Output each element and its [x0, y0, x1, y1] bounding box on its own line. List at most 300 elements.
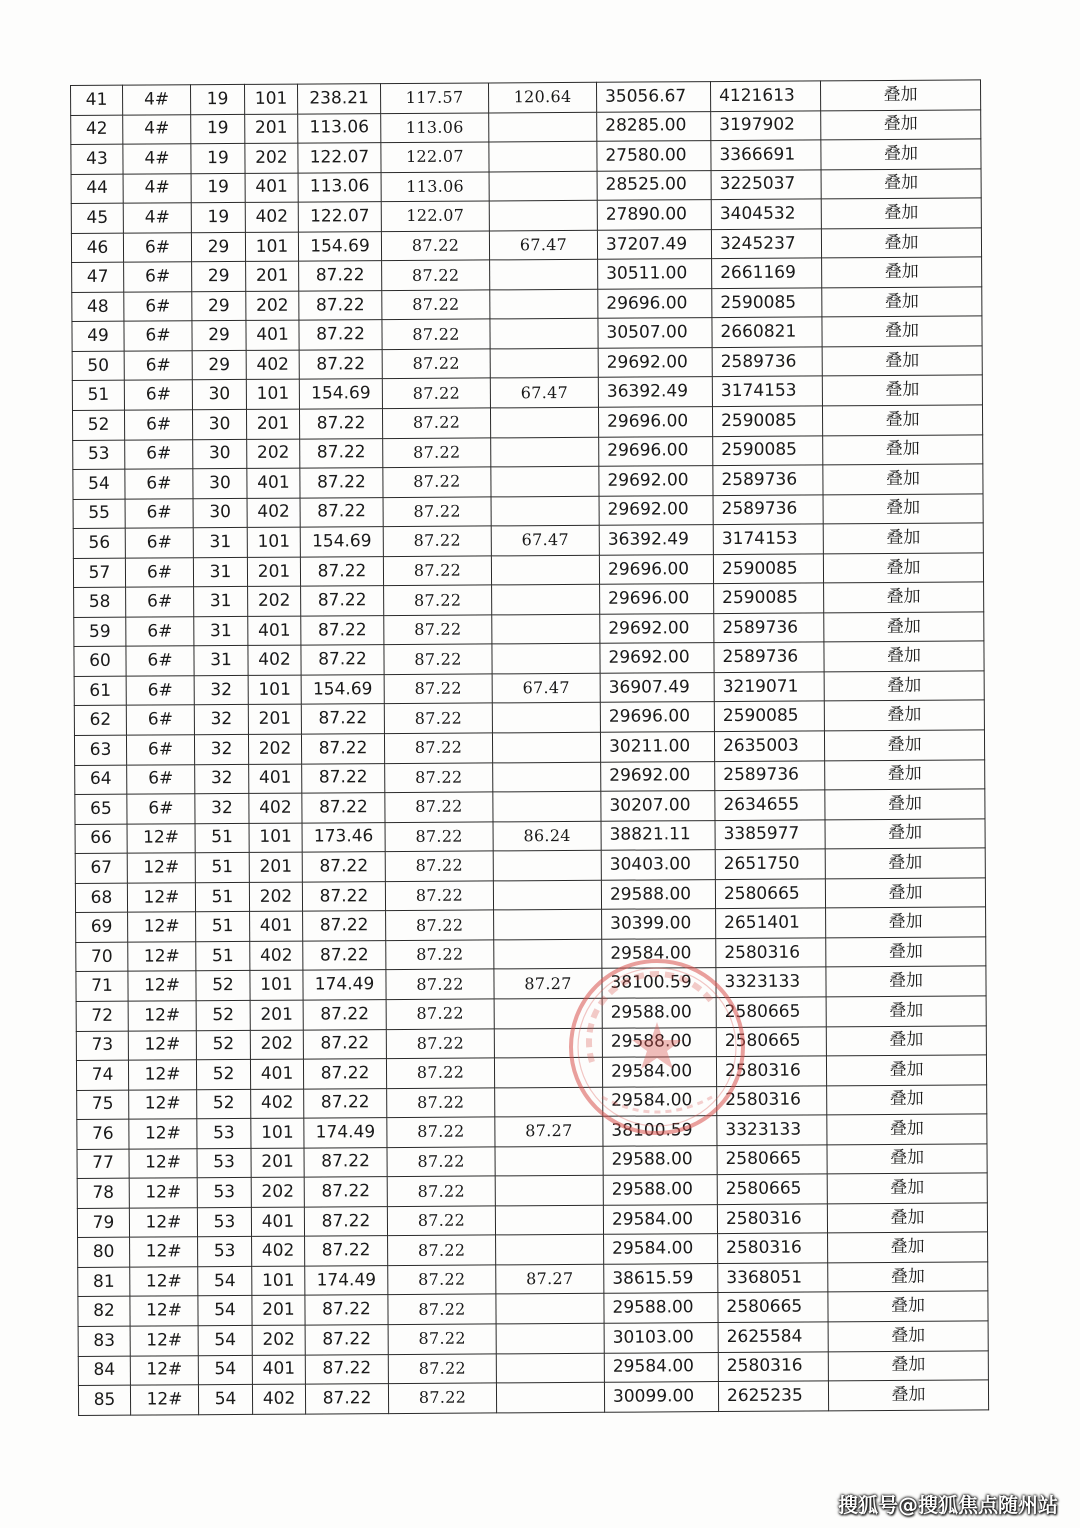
cell-building: 4#: [123, 173, 191, 203]
cell-unit-price: 29584.00: [604, 1234, 718, 1264]
cell-building: 12#: [128, 1030, 196, 1060]
cell-inner-area: 87.22: [384, 733, 492, 763]
cell-build-area: 87.22: [305, 1384, 388, 1414]
cell-unit-price: 29692.00: [599, 495, 713, 525]
cell-row-number: 55: [73, 499, 125, 529]
cell-unit-number: 19: [191, 144, 245, 174]
cell-row-number: 79: [77, 1208, 129, 1238]
cell-row-number: 41: [71, 85, 123, 115]
cell-build-area: 87.22: [301, 586, 384, 616]
cell-inner-area: 87.22: [383, 467, 491, 497]
cell-row-number: 67: [75, 853, 127, 883]
cell-decoration-type: 叠加: [826, 1055, 986, 1086]
cell-build-area: 122.07: [298, 143, 381, 173]
cell-building: 12#: [128, 912, 196, 942]
cell-unit-price: 29584.00: [602, 1057, 716, 1087]
cell-room-number: 101: [247, 527, 300, 557]
cell-building: 6#: [124, 292, 192, 322]
cell-total-price: 2625584: [718, 1322, 828, 1352]
cell-total-price: 2580316: [718, 1351, 828, 1381]
cell-unit-number: 31: [194, 587, 248, 617]
cell-row-number: 50: [72, 351, 124, 381]
cell-room-number: 201: [246, 261, 299, 291]
cell-total-price: 2590085: [712, 406, 822, 436]
cell-unit-number: 29: [192, 262, 246, 292]
cell-room-number: 202: [250, 1030, 303, 1060]
cell-unit-number: 30: [193, 439, 247, 469]
cell-build-area: 87.22: [304, 1206, 387, 1236]
cell-build-area: 87.22: [304, 1088, 387, 1118]
cell-inner-area: 87.22: [384, 703, 492, 733]
cell-unit-number: 53: [198, 1237, 252, 1267]
cell-shared-area: 87.27: [494, 969, 602, 999]
cell-total-price: 2589736: [713, 495, 823, 525]
cell-unit-price: 29588.00: [601, 879, 715, 909]
cell-unit-number: 53: [197, 1148, 251, 1178]
cell-total-price: 2590085: [713, 435, 823, 465]
cell-unit-number: 29: [192, 350, 246, 380]
cell-build-area: 238.21: [297, 84, 380, 114]
cell-room-number: 101: [251, 1118, 304, 1148]
cell-row-number: 69: [76, 912, 128, 942]
cell-shared-area: [492, 644, 600, 674]
cell-build-area: 174.49: [304, 1118, 387, 1148]
cell-shared-area: [492, 614, 600, 644]
cell-total-price: 2580316: [718, 1233, 828, 1263]
cell-shared-area: [490, 348, 598, 378]
cell-inner-area: 87.22: [384, 644, 492, 674]
cell-decoration-type: 叠加: [825, 819, 985, 850]
cell-room-number: 402: [245, 202, 298, 232]
cell-unit-price: 38100.59: [603, 1116, 717, 1146]
cell-building: 6#: [123, 232, 191, 262]
cell-row-number: 66: [75, 824, 127, 854]
cell-total-price: 4121613: [710, 81, 820, 111]
cell-inner-area: 87.22: [387, 1206, 495, 1236]
cell-row-number: 83: [78, 1326, 130, 1356]
cell-decoration-type: 叠加: [823, 494, 983, 525]
cell-inner-area: 87.22: [385, 763, 493, 793]
cell-building: 6#: [126, 587, 194, 617]
cell-row-number: 74: [76, 1060, 128, 1090]
cell-unit-number: 31: [193, 557, 247, 587]
cell-unit-number: 19: [191, 84, 245, 114]
cell-shared-area: 67.47: [489, 230, 597, 260]
cell-row-number: 73: [76, 1031, 128, 1061]
cell-unit-price: 38615.59: [604, 1263, 718, 1293]
cell-unit-number: 32: [194, 705, 248, 735]
cell-inner-area: 87.22: [382, 408, 490, 438]
cell-inner-area: 87.22: [387, 1147, 495, 1177]
cell-row-number: 82: [78, 1297, 130, 1327]
cell-total-price: 3404532: [711, 199, 821, 229]
cell-inner-area: 87.22: [383, 437, 491, 467]
cell-unit-price: 30211.00: [600, 732, 714, 762]
cell-unit-number: 51: [196, 912, 250, 942]
cell-row-number: 43: [71, 144, 123, 174]
cell-shared-area: [496, 1294, 604, 1324]
cell-row-number: 64: [75, 765, 127, 795]
cell-total-price: 2580665: [716, 997, 826, 1027]
cell-shared-area: [491, 437, 599, 467]
cell-inner-area: 87.22: [387, 1117, 495, 1147]
cell-building: 6#: [125, 558, 193, 588]
cell-room-number: 401: [252, 1355, 305, 1385]
cell-room-number: 401: [247, 468, 300, 498]
cell-inner-area: 87.22: [382, 290, 490, 320]
cell-unit-number: 30: [193, 498, 247, 528]
cell-inner-area: 87.22: [388, 1235, 496, 1265]
cell-building: 6#: [124, 321, 192, 351]
cell-row-number: 77: [77, 1149, 129, 1179]
cell-row-number: 85: [78, 1385, 130, 1415]
cell-unit-price: 29692.00: [600, 613, 714, 643]
cell-unit-number: 54: [198, 1384, 252, 1414]
cell-shared-area: [493, 850, 601, 880]
cell-row-number: 49: [72, 322, 124, 352]
cell-row-number: 84: [78, 1356, 130, 1386]
cell-room-number: 202: [251, 1177, 304, 1207]
cell-row-number: 48: [72, 292, 124, 322]
cell-row-number: 59: [74, 617, 126, 647]
cell-decoration-type: 叠加: [822, 257, 982, 288]
cell-row-number: 58: [74, 587, 126, 617]
cell-inner-area: 87.22: [388, 1324, 496, 1354]
cell-unit-price: 29696.00: [599, 554, 713, 584]
cell-inner-area: 117.57: [380, 83, 488, 113]
cell-building: 6#: [126, 676, 194, 706]
cell-total-price: 2580665: [716, 1026, 826, 1056]
cell-building: 6#: [124, 380, 192, 410]
cell-room-number: 201: [252, 1296, 305, 1326]
cell-room-number: 101: [252, 1266, 305, 1296]
cell-row-number: 72: [76, 1001, 128, 1031]
cell-unit-price: 30099.00: [604, 1382, 718, 1412]
cell-building: 6#: [126, 617, 194, 647]
cell-unit-number: 30: [192, 409, 246, 439]
cell-unit-number: 31: [193, 528, 247, 558]
cell-total-price: 2580316: [717, 1085, 827, 1115]
cell-building: 6#: [127, 764, 195, 794]
cell-unit-number: 52: [196, 971, 250, 1001]
cell-unit-number: 19: [191, 114, 245, 144]
cell-inner-area: 87.22: [384, 674, 492, 704]
cell-shared-area: 87.27: [495, 1116, 603, 1146]
cell-decoration-type: 叠加: [828, 1262, 988, 1293]
cell-total-price: 2590085: [713, 554, 823, 584]
cell-inner-area: 87.22: [381, 231, 489, 261]
cell-room-number: 402: [248, 645, 301, 675]
cell-inner-area: 87.22: [386, 940, 494, 970]
cell-room-number: 202: [245, 143, 298, 173]
cell-building: 6#: [124, 410, 192, 440]
cell-unit-price: 28285.00: [597, 111, 711, 141]
cell-shared-area: [496, 1353, 604, 1383]
cell-total-price: 3366691: [711, 140, 821, 170]
cell-unit-price: 29588.00: [604, 1293, 718, 1323]
cell-row-number: 62: [74, 706, 126, 736]
cell-decoration-type: 叠加: [822, 287, 982, 318]
cell-build-area: 154.69: [300, 527, 383, 557]
cell-unit-price: 29584.00: [604, 1352, 718, 1382]
cell-build-area: 174.49: [303, 970, 386, 1000]
cell-building: 12#: [130, 1326, 198, 1356]
cell-inner-area: 87.22: [385, 881, 493, 911]
cell-building: 12#: [129, 1148, 197, 1178]
cell-room-number: 402: [252, 1384, 305, 1414]
cell-unit-price: 29696.00: [598, 407, 712, 437]
cell-room-number: 402: [249, 793, 302, 823]
price-table: [70, 79, 989, 1415]
cell-room-number: 401: [248, 616, 301, 646]
cell-decoration-type: 叠加: [827, 1114, 987, 1145]
cell-unit-price: 29584.00: [602, 938, 716, 968]
cell-unit-number: 54: [198, 1325, 252, 1355]
cell-building: 6#: [127, 794, 195, 824]
cell-inner-area: 87.22: [382, 260, 490, 290]
cell-total-price: 2589736: [713, 465, 823, 495]
cell-decoration-type: 叠加: [826, 1025, 986, 1056]
cell-unit-price: 29584.00: [603, 1204, 717, 1234]
cell-decoration-type: 叠加: [822, 375, 982, 406]
cell-row-number: 60: [74, 647, 126, 677]
cell-decoration-type: 叠加: [824, 730, 984, 761]
cell-unit-number: 32: [195, 764, 249, 794]
cell-building: 4#: [123, 144, 191, 174]
cell-room-number: 402: [251, 1089, 304, 1119]
cell-decoration-type: 叠加: [828, 1321, 988, 1352]
cell-inner-area: 87.22: [383, 526, 491, 556]
cell-unit-price: 30403.00: [601, 850, 715, 880]
cell-inner-area: 87.22: [382, 319, 490, 349]
cell-unit-price: 37207.49: [597, 229, 711, 259]
cell-shared-area: [494, 910, 602, 940]
cell-decoration-type: 叠加: [828, 1350, 988, 1381]
cell-decoration-type: 叠加: [823, 553, 983, 584]
cell-row-number: 81: [78, 1267, 130, 1297]
cell-unit-price: 29696.00: [600, 584, 714, 614]
cell-inner-area: 113.06: [381, 112, 489, 142]
cell-row-number: 70: [76, 942, 128, 972]
cell-decoration-type: 叠加: [826, 937, 986, 968]
cell-total-price: 2590085: [714, 701, 824, 731]
cell-build-area: 87.22: [299, 320, 382, 350]
cell-room-number: 101: [246, 380, 299, 410]
cell-row-number: 68: [75, 883, 127, 913]
cell-unit-number: 53: [197, 1178, 251, 1208]
cell-building: 12#: [130, 1355, 198, 1385]
cell-building: 6#: [124, 351, 192, 381]
cell-room-number: 202: [248, 586, 301, 616]
cell-building: 4#: [123, 203, 191, 233]
cell-inner-area: 87.22: [386, 910, 494, 940]
cell-room-number: 201: [248, 705, 301, 735]
cell-row-number: 53: [73, 440, 125, 470]
cell-building: 12#: [130, 1237, 198, 1267]
cell-total-price: 2651750: [715, 849, 825, 879]
cell-build-area: 87.22: [305, 1354, 388, 1384]
cell-shared-area: [494, 1028, 602, 1058]
cell-shared-area: [496, 1323, 604, 1353]
cell-building: 4#: [123, 114, 191, 144]
cell-decoration-type: 叠加: [827, 1144, 987, 1175]
cell-unit-price: 30103.00: [604, 1323, 718, 1353]
cell-room-number: 101: [244, 84, 297, 114]
cell-shared-area: [495, 1175, 603, 1205]
cell-unit-price: 35056.67: [596, 82, 710, 112]
cell-total-price: 2589736: [714, 613, 824, 643]
cell-unit-number: 51: [195, 882, 249, 912]
cell-decoration-type: 叠加: [826, 996, 986, 1027]
cell-total-price: 3197902: [711, 110, 821, 140]
cell-room-number: 202: [248, 734, 301, 764]
cell-inner-area: 113.06: [381, 172, 489, 202]
cell-unit-price: 30507.00: [598, 318, 712, 348]
cell-building: 12#: [128, 1060, 196, 1090]
cell-row-number: 65: [75, 794, 127, 824]
cell-decoration-type: 叠加: [824, 582, 984, 613]
cell-building: 4#: [123, 85, 191, 115]
cell-shared-area: [496, 1235, 604, 1265]
cell-unit-price: 29584.00: [603, 1086, 717, 1116]
cell-decoration-type: 叠加: [828, 1380, 988, 1411]
cell-decoration-type: 叠加: [824, 641, 984, 672]
cell-build-area: 87.22: [301, 704, 384, 734]
cell-decoration-type: 叠加: [822, 316, 982, 347]
cell-shared-area: [490, 289, 598, 319]
cell-unit-number: 52: [196, 1059, 250, 1089]
cell-row-number: 80: [78, 1237, 130, 1267]
cell-room-number: 201: [251, 1148, 304, 1178]
cell-total-price: 2634655: [715, 790, 825, 820]
cell-inner-area: 87.22: [385, 822, 493, 852]
cell-build-area: 87.22: [305, 1295, 388, 1325]
cell-row-number: 54: [73, 469, 125, 499]
cell-total-price: 2580316: [716, 938, 826, 968]
cell-build-area: 87.22: [304, 1147, 387, 1177]
cell-total-price: 2625235: [718, 1381, 828, 1411]
cell-room-number: 201: [247, 557, 300, 587]
cell-unit-number: 30: [192, 380, 246, 410]
cell-row-number: 63: [74, 735, 126, 765]
cell-shared-area: [490, 407, 598, 437]
cell-shared-area: [489, 141, 597, 171]
cell-room-number: 202: [249, 882, 302, 912]
cell-unit-price: 29696.00: [598, 288, 712, 318]
cell-build-area: 87.22: [300, 497, 383, 527]
cell-room-number: 202: [247, 439, 300, 469]
cell-unit-number: 53: [197, 1119, 251, 1149]
cell-total-price: 2580665: [717, 1145, 827, 1175]
cell-inner-area: 87.22: [388, 1265, 496, 1295]
cell-room-number: 402: [246, 350, 299, 380]
cell-row-number: 75: [77, 1090, 129, 1120]
cell-shared-area: 67.47: [490, 378, 598, 408]
cell-total-price: 2580665: [717, 1174, 827, 1204]
cell-unit-price: 29692.00: [598, 348, 712, 378]
cell-room-number: 202: [252, 1325, 305, 1355]
cell-total-price: 2589736: [712, 347, 822, 377]
cell-building: 12#: [130, 1267, 198, 1297]
cell-inner-area: 87.22: [386, 1028, 494, 1058]
cell-total-price: 2590085: [714, 583, 824, 613]
cell-unit-number: 29: [191, 232, 245, 262]
cell-unit-price: 36907.49: [600, 673, 714, 703]
cell-inner-area: 122.07: [381, 142, 489, 172]
cell-shared-area: [489, 200, 597, 230]
cell-shared-area: [495, 1087, 603, 1117]
cell-build-area: 87.22: [302, 763, 385, 793]
cell-total-price: 2580316: [717, 1204, 827, 1234]
cell-row-number: 61: [74, 676, 126, 706]
cell-total-price: 2635003: [714, 731, 824, 761]
cell-building: 6#: [124, 262, 192, 292]
cell-unit-price: 30399.00: [602, 909, 716, 939]
cell-unit-number: 32: [194, 734, 248, 764]
cell-total-price: 3174153: [712, 376, 822, 406]
cell-room-number: 202: [246, 291, 299, 321]
cell-build-area: 173.46: [302, 822, 385, 852]
cell-unit-price: 29696.00: [600, 702, 714, 732]
cell-row-number: 46: [71, 233, 123, 263]
cell-building: 12#: [127, 883, 195, 913]
cell-shared-area: [493, 791, 601, 821]
cell-unit-price: 38821.11: [601, 820, 715, 850]
cell-build-area: 87.22: [303, 940, 386, 970]
cell-unit-number: 30: [193, 469, 247, 499]
cell-row-number: 52: [72, 410, 124, 440]
cell-shared-area: 87.27: [496, 1264, 604, 1294]
cell-room-number: 101: [250, 971, 303, 1001]
cell-building: 12#: [128, 1001, 196, 1031]
cell-building: 12#: [129, 1178, 197, 1208]
cell-unit-price: 36392.49: [598, 377, 712, 407]
cell-shared-area: [494, 1057, 602, 1087]
cell-shared-area: [493, 762, 601, 792]
cell-unit-price: 29588.00: [603, 1145, 717, 1175]
cell-shared-area: 67.47: [492, 673, 600, 703]
cell-shared-area: 120.64: [488, 82, 596, 112]
cell-decoration-type: 叠加: [823, 464, 983, 495]
cell-decoration-type: 叠加: [825, 789, 985, 820]
cell-inner-area: 122.07: [381, 201, 489, 231]
cell-inner-area: 87.22: [386, 969, 494, 999]
cell-inner-area: 87.22: [388, 1353, 496, 1383]
cell-shared-area: [494, 998, 602, 1028]
cell-build-area: 87.22: [299, 409, 382, 439]
cell-building: 6#: [126, 735, 194, 765]
cell-inner-area: 87.22: [388, 1383, 496, 1413]
cell-room-number: 402: [252, 1236, 305, 1266]
cell-inner-area: 87.22: [386, 999, 494, 1029]
cell-building: 6#: [125, 469, 193, 499]
cell-decoration-type: 叠加: [822, 346, 982, 377]
cell-unit-number: 51: [195, 853, 249, 883]
cell-build-area: 87.22: [302, 793, 385, 823]
cell-unit-price: 38100.59: [602, 968, 716, 998]
cell-build-area: 154.69: [301, 675, 384, 705]
cell-decoration-type: 叠加: [827, 1203, 987, 1234]
cell-room-number: 201: [245, 114, 298, 144]
cell-decoration-type: 叠加: [824, 671, 984, 702]
cell-build-area: 87.22: [300, 438, 383, 468]
cell-unit-number: 51: [196, 941, 250, 971]
cell-shared-area: [492, 585, 600, 615]
cell-inner-area: 87.22: [384, 585, 492, 615]
cell-building: 12#: [128, 971, 196, 1001]
cell-inner-area: 87.22: [386, 1058, 494, 1088]
cell-total-price: 2589736: [714, 642, 824, 672]
